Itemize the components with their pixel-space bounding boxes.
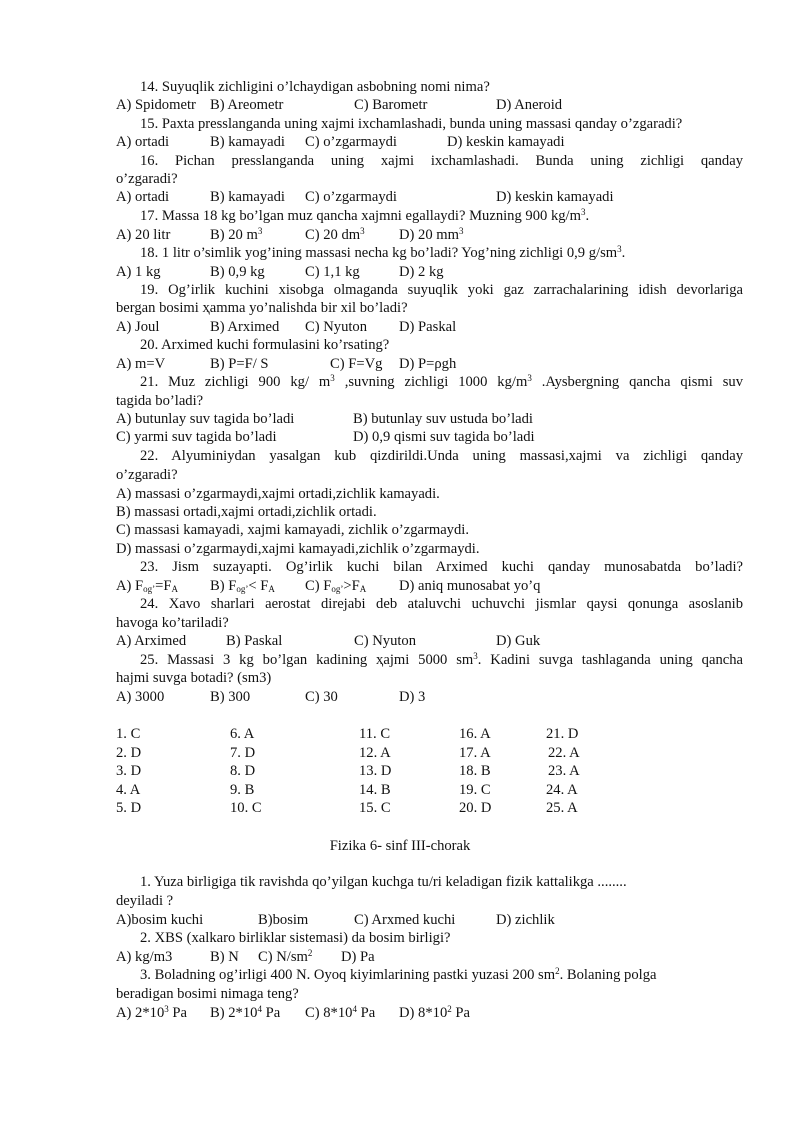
s2-question-3-line2: beradigan bosimi nimaga teng? [116,986,299,1002]
answer-item: 20. D [459,800,492,816]
answer-item: 19. C [459,782,491,798]
s2q2-option-a: A) kg/m3 [116,949,173,965]
s2q3-option-b: B) $2*10^4$ Pa [210,1004,281,1021]
q23-option-a: A) $F_{og’}=F_A$ [116,578,179,594]
q24-option-b: B) Paskal [226,633,283,649]
q20-option-d: D) P=ρgh [399,356,457,372]
question-25-line1: 25. Massasi 3 kg bo’lgan kadining ҳajmi 5000 $sm^3$. Kadini suvga tashlaganda uning qancha [140,651,744,668]
q24-option-c: C) Nyuton [354,633,417,649]
q22-option-d: D) massasi o’zgarmaydi,xajmi kamayadi,zichlik o’zgarmaydi. [116,541,480,557]
s2-question-2: 2. XBS (xalkaro birliklar sistemasi) da bosim birligi? [140,930,451,946]
q23-option-d: D) aniq munosabat yo’q [399,578,541,594]
question-23: 23. Jism suzayapti. Og’irlik kuchi bilan Arximed kuchi qanday munosabatda bo’ladi? [140,559,743,575]
answer-item: 17. A [459,745,491,761]
q14-option-b: B) Areometr [210,97,284,113]
q19-option-c: C) Nyuton [305,319,368,335]
q22-option-b: B) massasi ortadi,xajmi ortadi,zichlik ortadi. [116,504,377,520]
q19-option-b: B) Arximed [210,319,280,335]
answer-item: 14. B [359,782,391,798]
question-22-line2: o’zgaradi? [116,467,178,483]
q19-option-d: D) Paskal [399,319,457,335]
q18-option-a: A) 1 kg [116,264,161,280]
question-21-line2: tagida bo’ladi? [116,393,204,409]
s2q2-option-b: B) N [210,949,239,965]
s2q1-option-c: C) Arxmed kuchi [354,912,456,928]
s2q1-option-a: A)bosim kuchi [116,912,204,928]
q15-option-c: C) o’zgarmaydi [305,134,397,150]
q20-option-a: A) m=V [116,356,166,372]
q21-option-c: C) yarmi suv tagida bo’ladi [116,429,277,445]
q18-option-b: B) 0,9 kg [210,264,265,280]
q24-option-d: D) Guk [496,633,541,649]
answer-item: 16. A [459,726,491,742]
q21-option-a: A) butunlay suv tagida bo’ladi [116,411,295,427]
q17-option-b: B) 20 $m^3$ [210,226,263,243]
answer-item: 3. D [116,763,142,779]
question-14: 14. Suyuqlik zichligini o’lchaydigan asbobning nomi nima? [140,79,490,95]
answer-item: 2. D [116,745,142,761]
q21-option-d: D) 0,9 qismi suv tagida bo’ladi [353,429,535,445]
question-16-line2: o’zgaradi? [116,171,178,187]
q25-option-a: A) 3000 [116,689,165,705]
answer-item: 15. C [359,800,391,816]
question-15: 15. Paxta presslanganda uning xajmi ixchamlashadi, bunda uning massasi qanday o’zgaradi? [140,116,683,132]
q16-option-d: D) keskin kamayadi [496,189,614,205]
q15-option-d: D) keskin kamayadi [447,134,565,150]
q15-option-a: A) ortadi [116,134,170,150]
q20-option-b: B) P=F/ S [210,356,269,372]
q23-option-c: C) $F_{og’}>F_A$ [305,578,367,594]
q17-option-d: D) 20 $mm^3$ [399,226,464,243]
question-17: 17. Massa 18 kg bo’lgan muz qancha xajmni egallaydi? Muzning 900 $kg/m^3$. [140,207,590,224]
answer-item: 7. D [230,745,256,761]
answer-item: 21. D [546,726,579,742]
question-21-line1: 21. Muz zichligi 900 kg/ $m^3$ ,suvning zichligi 1000 $kg/m^3$ .Aysbergning qancha qismi suv [140,373,743,390]
q20-option-c: C) F=Vg [330,356,383,372]
answer-item: 23. A [548,763,580,779]
q25-option-c: C) 30 [305,689,338,705]
q25-option-b: B) 300 [210,689,251,705]
s2q2-option-c: C) $N/sm^2$ [258,948,313,965]
s2q3-option-d: D) $8*10^2$ Pa [399,1004,470,1021]
q17-option-a: A) 20 litr [116,227,171,243]
answer-item: 10. C [230,800,262,816]
answer-item: 1. C [116,726,141,742]
q24-option-a: A) Arximed [116,633,187,649]
answer-item: 25. A [546,800,578,816]
question-25-line2: hajmi suvga botadi? (sm3) [116,670,272,686]
answer-item: 11. C [359,726,391,742]
q17-option-c: C) 20 $dm^3$ [305,226,365,243]
q18-option-d: D) 2 kg [399,264,444,280]
answer-item: 22. A [548,745,580,761]
question-22-line1: 22. Alyuminiydan yasalgan kub qizdirildi.Unda uning massasi,xajmi va zichligi qanday [140,448,743,464]
answer-item: 13. D [359,763,392,779]
q21-option-b: B) butunlay suv ustuda bo’ladi [353,411,533,427]
q23-option-b: B) $F_{og’}< F_A$ [210,578,275,594]
q22-option-a: A) massasi o’zgarmaydi,xajmi ortadi,zichlik kamayadi. [116,486,440,502]
answer-item: 9. B [230,782,255,798]
answer-item: 18. B [459,763,491,779]
s2-question-3-line1: 3. Boladning og’irligi 400 N. Oyoq kiyimlarining pastki yuzasi 200 $sm^2$. Bolaning polga [140,966,657,983]
answer-item: 8. D [230,763,256,779]
s2q1-option-d: D) zichlik [496,912,555,928]
answer-item: 5. D [116,800,142,816]
q18-option-c: C) 1,1 kg [305,264,360,280]
question-20: 20. Arximed kuchi formulasini ko’rsating? [140,337,390,353]
q22-option-c: C) massasi kamayadi, xajmi kamayadi, zichlik o’zgarmaydi. [116,522,469,538]
answer-item: 24. A [546,782,578,798]
q19-option-a: A) Joul [116,319,160,335]
q16-option-a: A) ortadi [116,189,170,205]
s2q2-option-d: D) Pa [341,949,375,965]
question-16-line1: 16. Pichan presslanganda uning xajmi ixchamlashadi. Bunda uning zichligi qanday [140,153,743,169]
q16-option-b: B) kamayadi [210,189,285,205]
q16-option-c: C) o’zgarmaydi [305,189,397,205]
q14-option-d: D) Aneroid [496,97,563,113]
question-19-line1: 19. Og’irlik kuchini xisobga olmaganda suyuqlik yoki gaz zarrachalarining idish devorlariga [140,282,743,298]
s2q1-option-b: B)bosim [258,912,309,928]
answer-item: 6. A [230,726,255,742]
q14-option-c: C) Barometr [354,97,428,113]
answer-item: 4. A [116,782,141,798]
s2-question-1-line2: deyiladi ? [116,893,174,909]
question-19-line2: bergan bosimi ҳamma yo’nalishda bir xil bo’ladi? [116,300,408,316]
section-title: Fizika 6- sinf III-chorak [329,838,471,854]
question-24-line2: havoga ko’tariladi? [116,615,229,631]
question-24-line1: 24. Xavo sharlari aerostat direjabi deb ataluvchi uchuvchi jismlar qaysi qonunga asoslanib [140,596,743,612]
s2-question-1-line1: 1. Yuza birligiga tik ravishda qo’yilgan kuchga tu/ri keladigan fizik kattalikga ........ [140,874,627,890]
s2q3-option-c: C) $8*10^4$ Pa [305,1004,376,1021]
q25-option-d: D) 3 [399,689,426,705]
question-18: 18. 1 litr o’simlik yog’ining massasi necha kg bo’ladi? Yog’ning zichligi 0,9 $g/sm^3$. [140,244,626,261]
answer-item: 12. A [359,745,391,761]
s2q3-option-a: A) $2*10^3$ Pa [116,1004,187,1021]
q15-option-b: B) kamayadi [210,134,285,150]
q14-option-a: A) Spidometr [116,97,196,113]
